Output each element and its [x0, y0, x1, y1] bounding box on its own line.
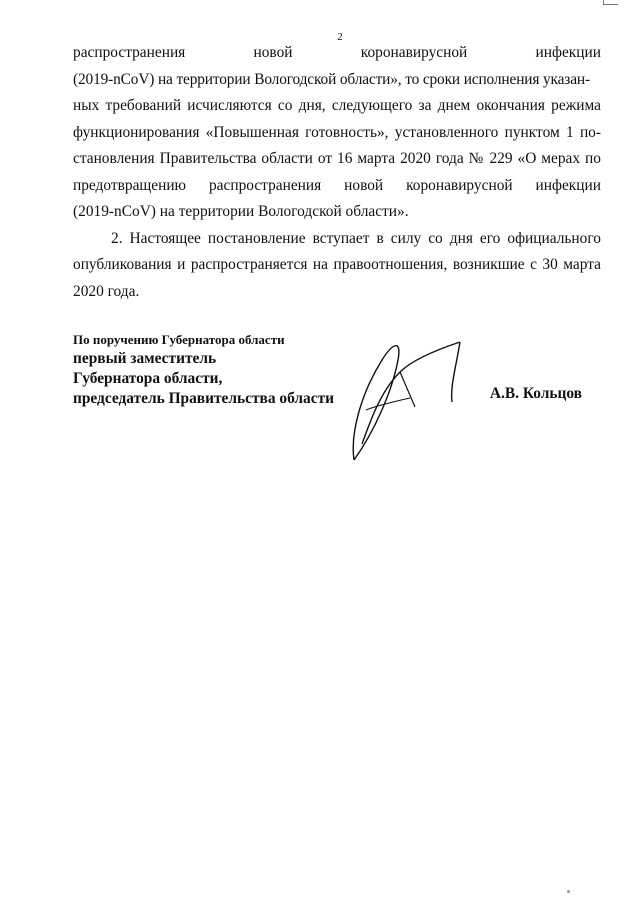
- scan-speck: [567, 890, 570, 893]
- signature-authority-line: По поручению Губернатора области: [73, 332, 285, 347]
- signature-block: [73, 331, 334, 409]
- corner-mark: [603, 0, 618, 5]
- text-line: ных требований исчисляются со дня, следующего за днем окончания режима: [73, 97, 601, 114]
- text-line: 2. Настоящее постановление вступает в силу со дня его официального: [111, 229, 601, 247]
- signatory-title: первый заместитель: [73, 350, 217, 367]
- text-line: опубликования и распространяется на правоотношения, возникшие с 30 марта: [73, 256, 601, 273]
- text-line: 2020 года.: [73, 282, 140, 300]
- text-line: становления Правительства области от 16 марта 2020 года № 229 «О мерах по: [73, 150, 601, 167]
- text-line: функционирования «Повышенная готовность», установленного пунктом 1 по-: [73, 123, 601, 141]
- handwritten-signature: [340, 332, 480, 467]
- text-line: распространения новой коронавирусной инфекции: [73, 44, 601, 61]
- signatory-title: Губернатора области,: [73, 370, 223, 387]
- signatory-name: А.В. Кольцов: [489, 385, 582, 402]
- text-line: (2019-nCoV) на территории Вологодской области», то сроки исполнения указан-: [73, 70, 590, 88]
- page-number: 2: [337, 31, 343, 43]
- signatory-title: председатель Правительства области: [73, 390, 334, 407]
- document-body: [73, 40, 601, 305]
- text-line: предотвращению распространения новой коронавирусной инфекции: [73, 176, 601, 194]
- text-line: (2019-nCoV) на территории Вологодской области».: [73, 203, 409, 220]
